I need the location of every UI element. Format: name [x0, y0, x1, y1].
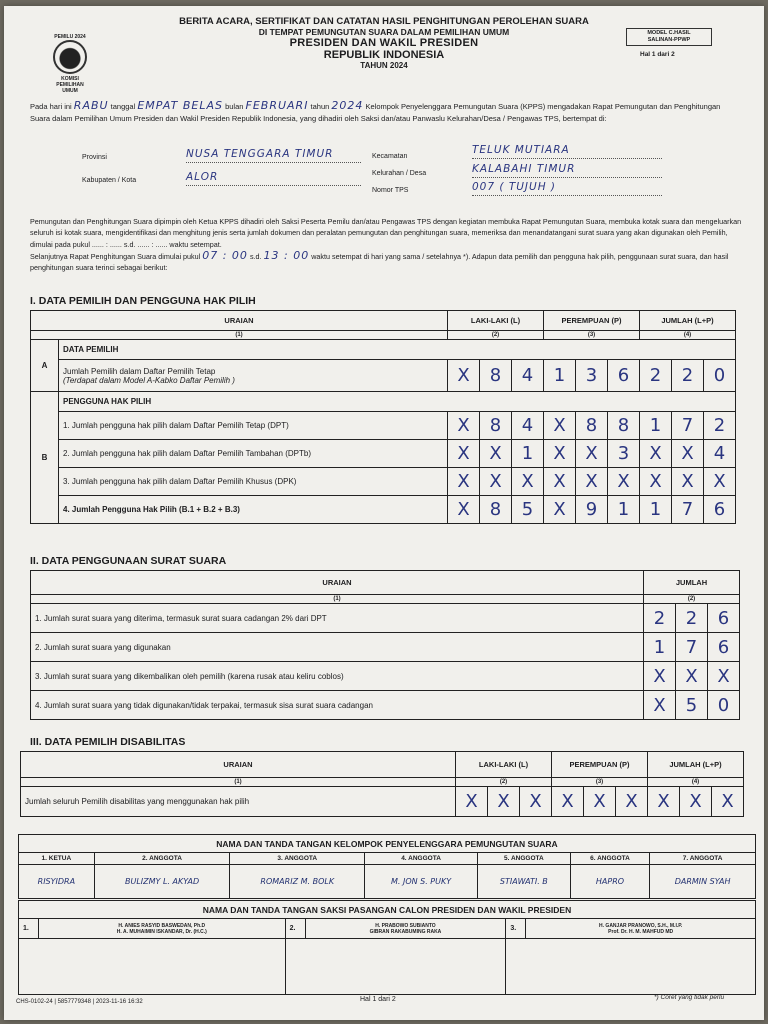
kpu-logo — [50, 32, 90, 94]
kpps-signature: HAPRO — [570, 865, 649, 899]
col-num-1: (1) — [21, 778, 456, 787]
kpps-signature: ROMARIZ M. BOLK — [230, 865, 365, 899]
table-row — [31, 662, 740, 691]
digit-cell: 2 — [644, 604, 676, 633]
col-num-1: (1) — [31, 595, 644, 604]
tahun-label: tahun — [310, 102, 330, 111]
tps-label: Nomor TPS — [372, 187, 409, 194]
row-code-b: B — [31, 392, 59, 524]
candidate-3-president: H. GANJAR PRANOWO, S.H., M.I.P. — [599, 922, 683, 929]
opening-paragraph — [30, 100, 742, 125]
saksi-num: 1. — [19, 919, 39, 939]
digit-cell: X — [544, 496, 576, 524]
digit-cell: 8 — [480, 496, 512, 524]
digit-cell: 2 — [676, 604, 708, 633]
col-num-4: (4) — [648, 778, 744, 787]
digit-cell: X — [676, 662, 708, 691]
header-line-1: BERITA ACARA, SERTIFIKAT DAN CATATAN HASIL PENGHITUNGAN PEROLEHAN SUARA — [179, 16, 589, 27]
saksi-signature-3 — [506, 939, 756, 995]
digit-cell: X — [708, 662, 740, 691]
candidate-pair-3 — [526, 919, 756, 939]
header-line-5: TAHUN 2024 — [360, 61, 408, 70]
tanggal-label: tanggal — [110, 102, 136, 111]
tanggal-value: EMPAT BELAS — [137, 99, 223, 112]
digit-cell: 4 — [512, 412, 544, 440]
candidate-pair-2 — [305, 919, 506, 939]
logo-caption: KOMISI PEMILIHAN UMUM — [56, 76, 84, 94]
table-row — [31, 440, 736, 468]
digit-cell: 6 — [704, 496, 736, 524]
digit-cell: 2 — [640, 360, 672, 392]
digit-cell: 3 — [608, 440, 640, 468]
row-label: Jumlah seluruh Pemilih disabilitas yang menggunakan hak pilih — [21, 787, 456, 817]
digit-cell: X — [512, 468, 544, 496]
table-row — [31, 468, 736, 496]
digit-cell: X — [672, 468, 704, 496]
row-label: 4. Jumlah surat suara yang tidak digunakan/tidak terpakai, termasuk sisa surat suara cadangan — [31, 691, 644, 720]
digit-cell: 8 — [608, 412, 640, 440]
dpt-sublabel: (Terdapat dalam Model A-Kabko Daftar Pemilih ) — [63, 375, 235, 385]
digit-cell: 7 — [672, 496, 704, 524]
kelurahan-value: KALABAHI TIMUR — [472, 163, 662, 178]
kpps-role: 6. ANGGOTA — [570, 853, 649, 865]
digit-cell: X — [576, 468, 608, 496]
procedure-paragraph — [30, 216, 742, 273]
provinsi-label: Provinsi — [82, 154, 107, 161]
saksi-title: NAMA DAN TANDA TANGAN SAKSI PASANGAN CALON PRESIDEN DAN WAKIL PRESIDEN — [19, 901, 756, 919]
section3-table — [20, 751, 744, 817]
pengguna-heading: PENGGUNA HAK PILIH — [59, 392, 736, 412]
digit-cell: X — [480, 468, 512, 496]
digit-cell: 0 — [708, 691, 740, 720]
kpps-role: 1. KETUA — [19, 853, 95, 865]
saksi-signature-2 — [285, 939, 506, 995]
digit-cell: 1 — [640, 412, 672, 440]
kpps-signature-table — [18, 834, 756, 899]
digit-cell: X — [480, 440, 512, 468]
col-num-2: (2) — [456, 778, 552, 787]
digit-cell: X — [544, 468, 576, 496]
procedure-text: Pemungutan dan Penghitungan Suara dipimpin oleh Ketua KPPS dihadiri oleh Saksi Peserta Pemilu dan/atau Pengawas TPS dengan kegiatan membuka Rapat Pemungutan Suara, membuka kotak suara dan mengeluarkan seluruh isi kotak suara, mengidentifikasi dan menghitung jenis serta jumlah dokumen dan peralatan pemungutan dan penghitungan suara, memeriksa dan menandatangani surat suara yang akan digunakan oleh Pemilih, dimulai pada pukul ...... : ...... s.d. ...... : ...... waktu setempat. — [30, 217, 742, 249]
kpps-signature: BULIZMY L. AKYAD — [94, 865, 230, 899]
section1-title: I. DATA PEMILIH DAN PENGGUNA HAK PILIH — [30, 295, 256, 307]
section1-table — [30, 310, 736, 524]
dpt-label: Jumlah Pemilih dalam Daftar Pemilih Tetap — [63, 366, 216, 376]
bulan-value: FEBRUARI — [245, 99, 309, 112]
digit-cell: X — [672, 440, 704, 468]
kpps-signature: RISYIDRA — [19, 865, 95, 899]
digit-cell: X — [488, 787, 520, 817]
digit-cell: 6 — [608, 360, 640, 392]
model-box — [626, 28, 712, 46]
digit-cell: 1 — [644, 633, 676, 662]
data-pemilih-heading: DATA PEMILIH — [59, 340, 736, 360]
provinsi-value: NUSA TENGGARA TIMUR — [186, 148, 361, 163]
digit-cell: 9 — [576, 496, 608, 524]
col-jumlah: JUMLAH — [644, 571, 740, 595]
col-num-2: (2) — [448, 331, 544, 340]
kecamatan-value: TELUK MUTIARA — [472, 144, 662, 159]
form-header — [124, 16, 644, 70]
col-jumlah: JUMLAH (L+P) — [648, 752, 744, 778]
row-code-a: A — [31, 340, 59, 392]
kpps-role: 5. ANGGOTA — [477, 853, 570, 865]
hari-value: RABU — [73, 99, 109, 112]
digit-cell: X — [644, 662, 676, 691]
kecamatan-label: Kecamatan — [372, 153, 408, 160]
start-time: 07 : 00 — [202, 248, 248, 262]
header-line-4: REPUBLIK INDONESIA — [323, 49, 445, 61]
col-jumlah: JUMLAH (L+P) — [640, 311, 736, 331]
kpps-role: 3. ANGGOTA — [230, 853, 365, 865]
col-num-2: (2) — [644, 595, 740, 604]
digit-cell: X — [552, 787, 584, 817]
kelurahan-label: Kelurahan / Desa — [372, 170, 427, 177]
col-perempuan: PEREMPUAN (P) — [552, 752, 648, 778]
digit-cell: X — [680, 787, 712, 817]
col-laki: LAKI-LAKI (L) — [448, 311, 544, 331]
candidate-1-president: H. ANIES RASYID BASWEDAN, Ph.D — [118, 922, 206, 929]
kpps-signature: M. JON S. PUKY — [365, 865, 478, 899]
row-label: 4. Jumlah Pengguna Hak Pilih (B.1 + B.2 + B.3) — [59, 496, 448, 524]
section2-table — [30, 570, 740, 720]
digit-cell: X — [608, 468, 640, 496]
digit-cell: 5 — [512, 496, 544, 524]
table-row — [31, 412, 736, 440]
kabupaten-value: ALOR — [186, 171, 361, 186]
kpps-role: 2. ANGGOTA — [94, 853, 230, 865]
digit-cell: X — [544, 440, 576, 468]
sd-label: s.d. — [249, 251, 262, 261]
start-label: Selanjutnya Rapat Penghitungan Suara dimulai pukul — [30, 251, 201, 261]
logo-emblem-icon — [53, 40, 87, 74]
col-uraian: URAIAN — [21, 752, 456, 778]
kpps-role: 4. ANGGOTA — [365, 853, 478, 865]
logo-text: PEMILU 2024 — [54, 34, 86, 40]
header-line-2: DI TEMPAT PEMUNGUTAN SUARA DALAM PEMILIHAN UMUM — [258, 27, 510, 37]
table-row — [31, 691, 740, 720]
row-label: 3. Jumlah surat suara yang dikembalikan oleh pemilih (karena rusak atau keliru coblos) — [31, 662, 644, 691]
digit-cell: X — [640, 468, 672, 496]
digit-cell: 6 — [708, 604, 740, 633]
table-row — [31, 496, 736, 524]
digit-cell: X — [644, 691, 676, 720]
digit-cell: 2 — [672, 360, 704, 392]
digit-cell: X — [584, 787, 616, 817]
digit-cell: 6 — [708, 633, 740, 662]
digit-cell: X — [704, 468, 736, 496]
digit-cell: 2 — [704, 412, 736, 440]
row-label: 3. Jumlah pengguna hak pilih dalam Daftar Pemilih Khusus (DPK) — [59, 468, 448, 496]
digit-cell: X — [448, 360, 480, 392]
table-row — [31, 360, 736, 392]
section3-title: III. DATA PEMILIH DISABILITAS — [30, 736, 186, 748]
digit-cell: 1 — [640, 496, 672, 524]
col-num-4: (4) — [640, 331, 736, 340]
digit-cell: 8 — [480, 360, 512, 392]
digit-cell: 1 — [608, 496, 640, 524]
table-row — [21, 787, 744, 817]
saksi-num: 3. — [506, 919, 526, 939]
footer-code: CHS-0102-24 | 5857779348 | 2023-11-16 16:32 — [16, 999, 143, 1005]
digit-cell: 7 — [672, 412, 704, 440]
col-uraian: URAIAN — [31, 571, 644, 595]
row-label — [59, 360, 448, 392]
digit-cell: X — [520, 787, 552, 817]
pada-hari-label: Pada hari ini — [30, 102, 72, 111]
saksi-signature-table — [18, 900, 756, 995]
digit-cell: 5 — [676, 691, 708, 720]
kpps-signature: DARMIN SYAH — [650, 865, 756, 899]
row-label: 2. Jumlah surat suara yang digunakan — [31, 633, 644, 662]
bulan-label: bulan — [225, 102, 244, 111]
digit-cell: 8 — [480, 412, 512, 440]
kabupaten-label: Kabupaten / Kota — [82, 177, 137, 184]
page-number-top: Hal 1 dari 2 — [640, 51, 675, 58]
digit-cell: X — [448, 412, 480, 440]
digit-cell: X — [448, 440, 480, 468]
saksi-num: 2. — [285, 919, 305, 939]
header-line-3: PRESIDEN DAN WAKIL PRESIDEN — [289, 37, 479, 49]
digit-cell: X — [448, 496, 480, 524]
digit-cell: 1 — [544, 360, 576, 392]
digit-cell: X — [712, 787, 744, 817]
candidate-2-vice: GIBRAN RAKABUMING RAKA — [369, 928, 442, 935]
digit-cell: X — [576, 440, 608, 468]
digit-cell: X — [544, 412, 576, 440]
digit-cell: 4 — [512, 360, 544, 392]
digit-cell: X — [616, 787, 648, 817]
saksi-signature-1 — [19, 939, 286, 995]
model-label: MODEL C.HASIL — [647, 30, 691, 36]
tahun-value: 2024 — [331, 99, 364, 112]
footer-page: Hal 1 dari 2 — [360, 996, 396, 1003]
kpps-role: 7. ANGGOTA — [650, 853, 756, 865]
table-row — [31, 633, 740, 662]
row-label: 1. Jumlah pengguna hak pilih dalam Daftar Pemilih Tetap (DPT) — [59, 412, 448, 440]
digit-cell: 7 — [676, 633, 708, 662]
digit-cell: 3 — [576, 360, 608, 392]
end-time: 13 : 00 — [263, 248, 310, 262]
candidate-3-vice: Prof. Dr. H. M. MAHFUD MD — [608, 928, 674, 935]
digit-cell: X — [448, 468, 480, 496]
row-label: 2. Jumlah pengguna hak pilih dalam Daftar Pemilih Tambahan (DPTb) — [59, 440, 448, 468]
digit-cell: 4 — [704, 440, 736, 468]
procedure-continuation: waktu setempat di hari yang sama / setelahnya *). Adapun data pemilih dan pengguna hak pilih, penggunaan surat suara, dan hasil penghitungan suara terinci sebagai berikut: — [30, 251, 729, 273]
digit-cell: X — [456, 787, 488, 817]
section2-title: II. DATA PENGGUNAAN SURAT SUARA — [30, 555, 227, 567]
col-num-1: (1) — [31, 331, 448, 340]
col-uraian: URAIAN — [31, 311, 448, 331]
digit-cell: 8 — [576, 412, 608, 440]
kpps-title: NAMA DAN TANDA TANGAN KELOMPOK PENYELENGGARA PEMUNGUTAN SUARA — [19, 835, 756, 853]
footer-note: *) Coret yang tidak perlu — [654, 994, 725, 1001]
model-sublabel: SALINAN-PPWP — [647, 37, 691, 43]
digit-cell: 0 — [704, 360, 736, 392]
table-row — [31, 604, 740, 633]
col-perempuan: PEREMPUAN (P) — [544, 311, 640, 331]
digit-cell: X — [640, 440, 672, 468]
col-num-3: (3) — [552, 778, 648, 787]
col-num-3: (3) — [544, 331, 640, 340]
opening-rest: Kelompok Penyelenggara Pemungutan Suara (KPPS) mengadakan Rapat Pemungutan dan Penghitungan Suara dalam Pemilihan Umum Presiden dan Wakil Presiden Republik Indonesia, yang dihadiri oleh Saksi dan/atau Panwaslu Kelurahan/Desa / Pengawas TPS, bertempat di: — [30, 102, 721, 123]
kpps-signature: STIAWATI. B — [477, 865, 570, 899]
candidate-2-president: H. PRABOWO SUBIANTO — [375, 922, 436, 929]
row-label: 1. Jumlah surat suara yang diterima, termasuk surat suara cadangan 2% dari DPT — [31, 604, 644, 633]
form-sheet — [4, 6, 764, 1020]
tps-value: 007 ( TUJUH ) — [472, 181, 662, 196]
col-laki: LAKI-LAKI (L) — [456, 752, 552, 778]
digit-cell: 1 — [512, 440, 544, 468]
candidate-1-vice: H. A. MUHAIMIN ISKANDAR, Dr. (H.C.) — [116, 928, 207, 935]
digit-cell: X — [648, 787, 680, 817]
candidate-pair-1 — [39, 919, 286, 939]
